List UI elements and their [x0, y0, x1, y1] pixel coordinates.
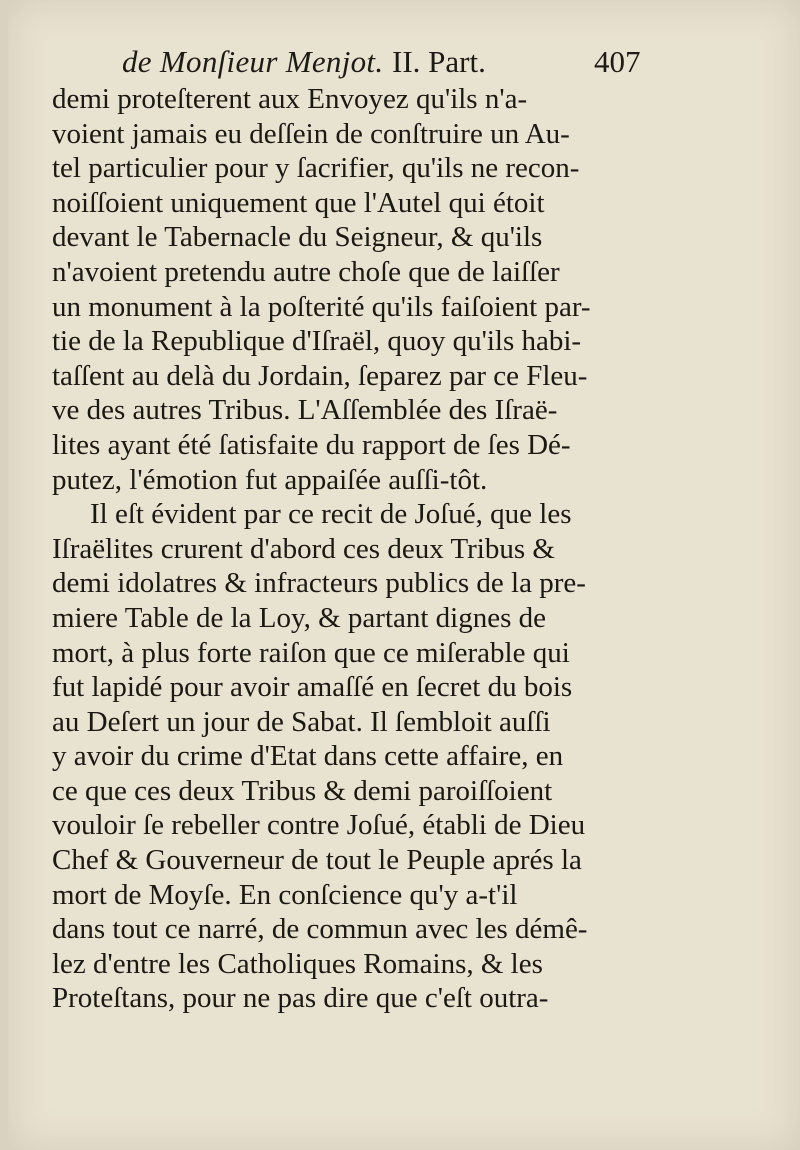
text-line: ve des autres Tribus. L'Aſſemblée des Iſraë-	[52, 394, 558, 427]
text-line: ce que ces deux Tribus & demi paroiſſoient	[52, 774, 553, 807]
text-line: dans tout ce narré, de commun avec les démê-	[52, 913, 588, 946]
text-line: lites ayant été ſatisfaite du rapport de ſes Dé-	[52, 428, 571, 461]
text-line: Proteſtans, pour ne pas dire que c'eſt outra-	[52, 982, 549, 1015]
header-title: de Monſieur Menjot.	[122, 44, 384, 79]
text-line: putez, l'émotion fut appaiſée auſſi-tôt.	[52, 463, 488, 496]
text-line: mort, à plus forte raiſon que ce miſerable qui	[52, 636, 570, 669]
text-line: n'avoient pretendu autre choſe que de laiſſer	[52, 255, 560, 288]
text-line: lez d'entre les Catholiques Romains, & les	[52, 947, 543, 980]
text-line: taſſent au delà du Jordain, ſeparez par ce Fleu-	[52, 359, 588, 392]
text-line: y avoir du crime d'Etat dans cette affaire, en	[52, 740, 564, 773]
text-line: Iſraëlites crurent d'abord ces deux Tribus &	[52, 532, 555, 565]
text-line: noiſſoient uniquement que l'Autel qui étoit	[52, 186, 545, 219]
page-number: 407	[594, 44, 641, 79]
text-line: tel particulier pour y ſacrifier, qu'ils ne recon-	[52, 152, 580, 185]
text-line: Il eſt évident par ce recit de Joſué, que les	[90, 498, 572, 531]
text-line: devant le Tabernacle du Seigneur, & qu'ils	[52, 221, 543, 254]
body-text	[52, 82, 652, 1016]
text-line: tie de la Republique d'Iſraël, quoy qu'ils habi-	[52, 325, 582, 358]
text-line: fut lapidé pour avoir amaſſé en ſecret du bois	[52, 671, 573, 704]
running-header	[0, 42, 800, 86]
text-line: miere Table de la Loy, & partant dignes de	[52, 601, 547, 634]
text-line: un monument à la poſterité qu'ils faiſoient par-	[52, 290, 591, 323]
text-line: mort de Moyſe. En conſcience qu'y a-t'il	[52, 878, 518, 911]
text-line: demi proteſterent aux Envoyez qu'ils n'a-	[52, 83, 528, 115]
text-line: Chef & Gouverneur de tout le Peuple aprés la	[52, 844, 582, 877]
text-line: demi idolatres & infracteurs publics de la pre-	[52, 567, 586, 600]
text-line: voient jamais eu deſſein de conſtruire un Au-	[52, 117, 570, 150]
text-line: au Deſert un jour de Sabat. Il ſembloit auſſi	[52, 705, 551, 738]
header-part: II. Part.	[392, 44, 486, 79]
text-line: vouloir ſe rebeller contre Joſué, établi de Dieu	[52, 809, 586, 842]
